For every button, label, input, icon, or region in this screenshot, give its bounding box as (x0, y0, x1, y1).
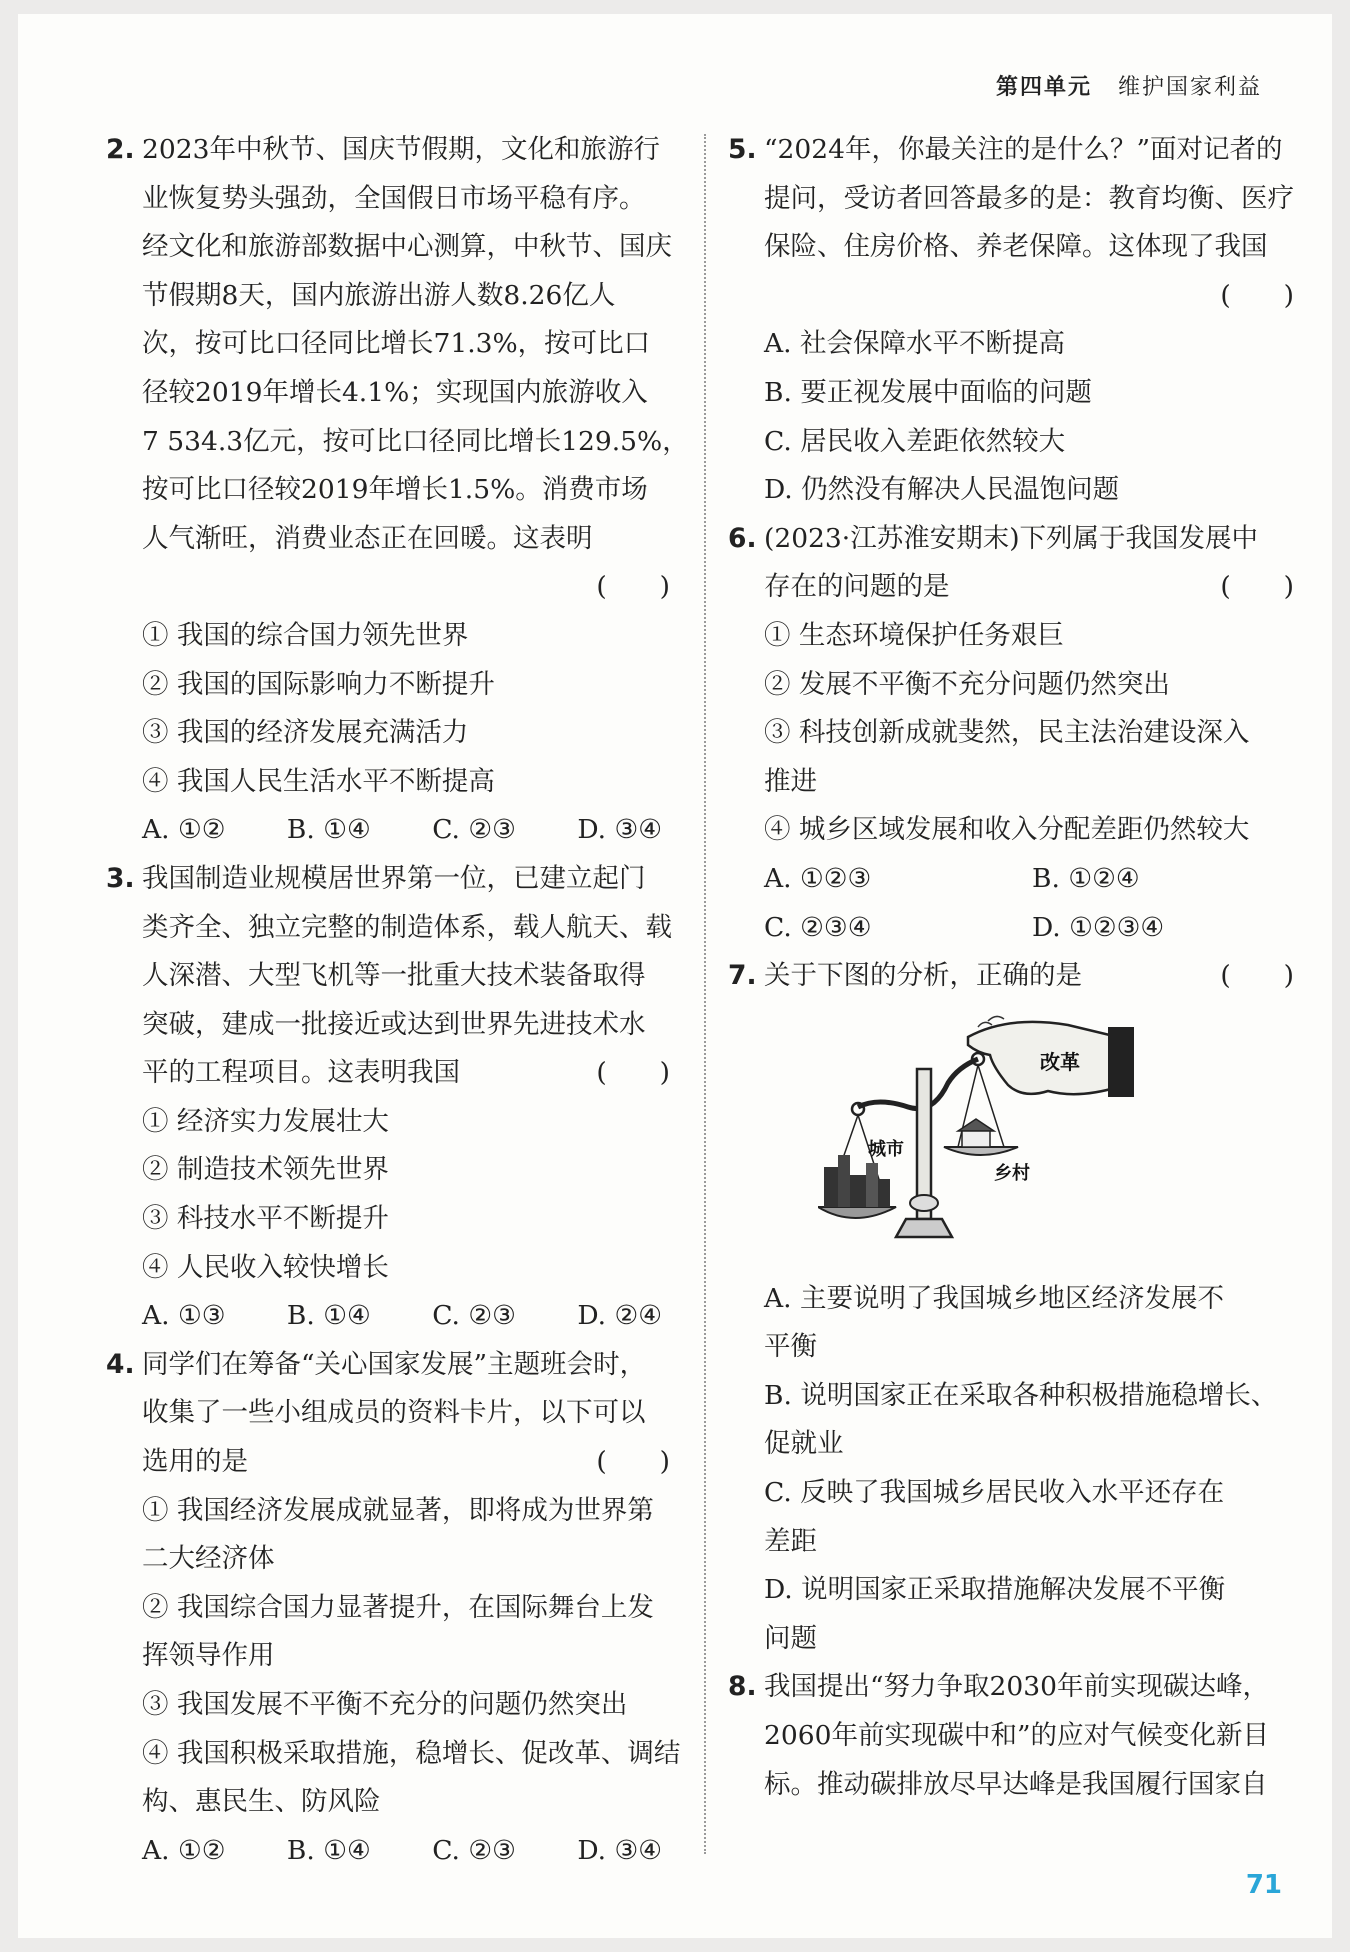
right-column (728, 126, 1300, 1809)
statement-option: ② 我国的国际影响力不断提升 (142, 668, 495, 700)
hand-label: 改革 (1040, 1049, 1080, 1074)
question-text-line: 2060年前实现碳中和”的应对气候变化新目 (764, 1720, 1269, 1752)
statement-option: ③ 科技创新成就斐然，民主法治建设深入 (764, 717, 1250, 749)
question-8 (728, 1663, 1300, 1809)
statement-option: ② 发展不平衡不充分问题仍然突出 (764, 668, 1170, 700)
choice-b[interactable]: B. 要正视发展中面临的问题 (764, 376, 1092, 408)
statement-option: ① 我国经济发展成就显著，即将成为世界第 (142, 1494, 654, 1526)
choice-a[interactable]: A. ①② (142, 814, 226, 846)
question-text-line: 平的工程项目。这表明我国 (142, 1057, 460, 1089)
statement-option: ③ 科技水平不断提升 (142, 1203, 389, 1235)
choice-c[interactable]: C. 居民收入差距依然较大 (764, 425, 1066, 457)
question-text-line: 同学们在筹备“关心国家发展”主题班会时， (142, 1348, 647, 1380)
question-text-line: “2024年，你最关注的是什么？”面对记者的 (764, 134, 1283, 165)
question-7 (728, 952, 1300, 1663)
choice-c-continued: 差距 (764, 1525, 817, 1557)
question-text-line: 次，按可比口径同比增长71.3%，按可比口 (142, 328, 651, 360)
question-text-line: 我国提出“努力争取2030年前实现碳达峰， (764, 1671, 1269, 1703)
choice-d[interactable]: D. ③④ (577, 814, 662, 846)
statement-option: ④ 我国积极采取措施，稳增长、促改革、调结 (142, 1737, 681, 1769)
choice-a[interactable]: A. 社会保障水平不断提高 (764, 328, 1065, 360)
scale-base (896, 1219, 952, 1237)
choice-d[interactable]: D. ③④ (577, 1834, 662, 1866)
left-column (106, 126, 689, 1875)
page-header (996, 70, 1262, 101)
statement-option: ① 我国的综合国力领先世界 (142, 619, 469, 651)
choice-b[interactable]: B. ①④ (286, 1834, 371, 1866)
choice-c[interactable]: C. ②③④ (764, 911, 872, 943)
question-text-line: (2023·江苏淮安期末)下列属于我国发展中 (764, 522, 1259, 554)
question-text-line: 人深潜、大型飞机等一批重大技术装备取得 (142, 960, 646, 992)
question-4 (106, 1341, 681, 1876)
statement-option: 推进 (764, 765, 817, 797)
statement-option: ④ 城乡区域发展和收入分配差距仍然较大 (764, 814, 1250, 846)
choice-c[interactable]: C. ②③ (432, 1834, 516, 1866)
statement-option: ④ 人民收入较快增长 (142, 1251, 389, 1283)
choice-c[interactable]: C. ②③ (432, 1300, 516, 1332)
question-number: 3. (106, 862, 135, 894)
answer-bracket[interactable]: ( ) (596, 1057, 670, 1089)
question-text-line: 保险、住房价格、养老保障。这体现了我国 (764, 231, 1268, 263)
balance-scale-illustration (818, 1007, 1178, 1269)
statement-option: 挥领导作用 (142, 1640, 275, 1672)
question-number: 6. (728, 522, 757, 554)
question-text-line: 关于下图的分析，正确的是 (764, 960, 1082, 992)
question-text-line: 收集了一些小组成员的资料卡片，以下可以 (142, 1397, 646, 1429)
choice-c[interactable]: C. ②③ (432, 814, 516, 846)
city-buildings-icon (824, 1155, 890, 1207)
column-divider (704, 134, 706, 1854)
left-pan (818, 1207, 896, 1218)
statement-option: ④ 我国人民生活水平不断提高 (142, 765, 495, 797)
answer-choices-row-2 (764, 904, 1300, 953)
question-number: 5. (728, 134, 757, 165)
question-6 (728, 515, 1300, 952)
statement-option: 二大经济体 (142, 1543, 275, 1575)
cuff-icon (1108, 1027, 1134, 1097)
statement-option: ③ 我国的经济发展充满活力 (142, 717, 469, 749)
statement-option: 构、惠民生、防风险 (142, 1786, 381, 1818)
choice-b[interactable]: B. ①④ (286, 814, 371, 846)
statement-option: ② 我国综合国力显著提升，在国际舞台上发 (142, 1591, 654, 1623)
choice-a-continued: 平衡 (764, 1331, 817, 1363)
page (18, 14, 1332, 1938)
question-text-line: 业恢复势头强劲，全国假日市场平稳有序。 (142, 182, 646, 214)
choice-a[interactable]: A. ①② (142, 1834, 226, 1866)
right-pan (944, 1147, 1018, 1155)
answer-bracket[interactable]: ( ) (1220, 279, 1294, 311)
choice-d[interactable]: D. 说明国家正采取措施解决发展不平衡 (764, 1574, 1226, 1606)
answer-bracket[interactable]: ( ) (1220, 571, 1294, 603)
question-text-line: 选用的是 (142, 1446, 248, 1478)
question-text-line: 存在的问题的是 (764, 571, 950, 603)
question-2 (106, 126, 689, 855)
question-text-line: 节假期8天，国内旅游出游人数8.26亿人 (142, 279, 616, 311)
choice-a[interactable]: A. ①③ (142, 1300, 226, 1332)
question-text-line: 2023年中秋节、国庆节假期，文化和旅游行 (142, 134, 660, 165)
question-5 (728, 126, 1300, 515)
choice-c[interactable]: C. 反映了我国城乡居民收入水平还存在 (764, 1477, 1225, 1509)
question-text-line: 突破，建成一批接近或达到世界先进技术水 (142, 1008, 646, 1040)
answer-bracket[interactable]: ( ) (596, 1446, 670, 1478)
left-pan-label: 城市 (868, 1138, 904, 1160)
question-text-line: 提问，受访者回答最多的是：教育均衡、医疗 (764, 182, 1294, 214)
question-text-line: 人气渐旺，消费业态正在回暖。这表明 (142, 522, 593, 554)
choice-d-continued: 问题 (764, 1622, 817, 1654)
answer-choices (142, 1827, 662, 1876)
answer-choices (142, 1292, 662, 1341)
question-text-line: 经文化和旅游部数据中心测算，中秋节、国庆 (142, 231, 672, 263)
unit-title: 第四单元 (995, 75, 1092, 100)
question-text-line: 径较2019年增长4.1%；实现国内旅游收入 (142, 376, 648, 408)
choice-b[interactable]: B. ①④ (286, 1300, 371, 1332)
question-number: 8. (728, 1671, 757, 1703)
answer-choices (142, 806, 662, 855)
question-text-line: 标。推动碳排放尽早达峰是我国履行国家自 (764, 1768, 1268, 1800)
question-text-line: 按可比口径较2019年增长1.5%。消费市场 (142, 474, 648, 506)
question-number: 4. (106, 1348, 135, 1380)
question-text-line: 我国制造业规模居世界第一位，已建立起门 (142, 862, 646, 894)
question-number: 2. (106, 134, 135, 165)
choice-b-continued: 促就业 (764, 1428, 844, 1460)
answer-bracket[interactable]: ( ) (1220, 960, 1294, 992)
page-number: 71 (1245, 1870, 1282, 1900)
question-text-line: 7 534.3亿元，按可比口径同比增长129.5%， (142, 425, 689, 457)
choice-a[interactable]: A. ①②③ (764, 862, 872, 894)
choice-d[interactable]: D. ②④ (577, 1300, 662, 1332)
statement-option: ③ 我国发展不平衡不充分的问题仍然突出 (142, 1689, 628, 1720)
balance-scale-cartoon (728, 1001, 1300, 1275)
choice-b[interactable]: B. ①②④ (1032, 862, 1140, 894)
answer-choices-row-1 (764, 855, 1300, 904)
question-3 (106, 855, 676, 1341)
statement-option: ① 经济实力发展壮大 (142, 1105, 389, 1137)
unit-subtitle: 维护国家利益 (1117, 75, 1262, 100)
statement-option: ② 制造技术领先世界 (142, 1154, 389, 1186)
question-number: 7. (728, 960, 757, 992)
choice-b[interactable]: B. 说明国家正在采取各种积极措施稳增长、 (764, 1379, 1278, 1411)
question-text-line: 类齐全、独立完整的制造体系，载人航天、载 (142, 911, 672, 943)
statement-option: ① 生态环境保护任务艰巨 (764, 619, 1064, 651)
right-pan-label: 乡村 (994, 1162, 1030, 1184)
choice-d[interactable]: D. ①②③④ (1032, 911, 1165, 943)
choice-d[interactable]: D. 仍然没有解决人民温饱问题 (764, 474, 1120, 506)
answer-bracket[interactable]: ( ) (596, 571, 670, 603)
choice-a[interactable]: A. 主要说明了我国城乡地区经济发展不 (764, 1282, 1224, 1314)
